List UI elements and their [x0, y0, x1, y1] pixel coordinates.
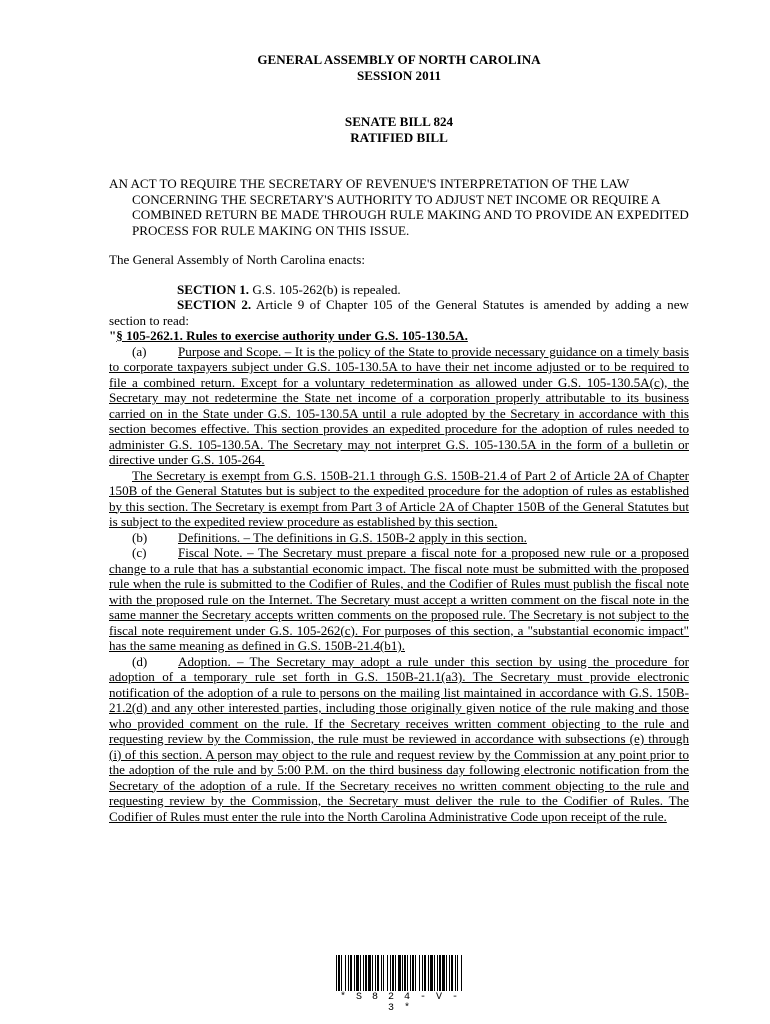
barcode-text: * S 8 2 4 - V - 3 * — [339, 992, 460, 1014]
barcode-bar — [375, 955, 376, 991]
barcode-bar — [390, 955, 391, 991]
document-page — [109, 52, 689, 824]
barcode-bar — [356, 955, 359, 991]
barcode-bar — [336, 955, 337, 991]
barcode-bar — [407, 955, 408, 991]
barcode-bar — [348, 955, 349, 991]
barcode-bar — [451, 955, 453, 991]
barcode-bar — [449, 955, 450, 991]
barcode-bar — [395, 955, 396, 991]
section-1-label: SECTION 1. — [177, 281, 250, 297]
section-2 — [109, 297, 689, 328]
barcode-bar — [383, 955, 384, 991]
barcode-bar — [341, 955, 342, 991]
barcode-bar — [402, 955, 403, 991]
barcode-bar — [410, 955, 411, 991]
subsection-d-text: Adoption. – The Secretary may adopt a rule under this section by using the procedure for adoption of a temporary rule set forth in G.S. 150B-21.1(a3). The Secretary must provide electronic notification of the adoption of a rule to persons on the mailing list maintained in accordance with G.S. 150B-21.2(d) and any other interested parties, including those originally given notice of the rule making and those who provided comment on the rule. If the Secretary receives written comment objecting to the rule and requesting review by the Commission, the rule must be reviewed in accordance with subsections (e) through (i) of this section. A person may object to the rule and request review by the Commission at any point prior to the adoption of the rule and by 5:00 P.M. on the third business day following electronic notification from the Secretary of the adoption of a rule. If the Secretary receives no written comment objecting to the rule and requesting review by the Commission, the Secretary must deliver the rule to the Codifier of Rules. The Codifier of Rules must enter the rule into the North Carolina Administrative Code upon receipt of the rule. — [109, 653, 689, 824]
subsection-a-paragraph-2: The Secretary is exempt from G.S. 150B-21.1 through G.S. 150B-21.4 of Part 2 of Article 2A of Chapter 150B of the General Statutes but is subject to the expedited procedure for the adoption of rules as established by this section. The Secretary is exempt from Part 3 of Article 2A of Chapter 150B of the General Statutes but is subject to the expedited review procedure as established by this section. — [109, 467, 689, 529]
section-1-text: G.S. 105-262(b) is repealed. — [249, 281, 401, 297]
barcode-bar — [437, 955, 438, 991]
barcode-bars — [336, 955, 464, 991]
barcode-bar — [424, 955, 426, 991]
section-1 — [109, 282, 689, 298]
subsection-b-label: (b) — [132, 529, 148, 545]
subsection-c-text: Fiscal Note. – The Secretary must prepare a fiscal note for a proposed new rule or a proposed change to a rule that has a substantial economic impact. The fiscal note must be submitted with the proposed rule when the rule is submitted to the Codifier of Rules, and the Codifier of Rules must publish the fiscal note with the proposed rule on the Internet. The Secretary must accept a written comment on the fiscal note in the same manner the Secretary accepts written comments on the proposed rule. The Secretary is not subject to the fiscal note requirement under G.S. 105-262(c). For purposes of this section, a "substantial economic impact" has the same meaning as defined in G.S. 150B-21.4(b1). — [109, 545, 689, 653]
subsection-d-label: (d) — [132, 653, 148, 669]
barcode-bar — [446, 955, 447, 991]
barcode-bar — [360, 955, 361, 991]
subsection-a — [109, 344, 689, 468]
barcode — [336, 955, 464, 1014]
new-section-heading — [109, 328, 689, 344]
barcode-bar — [365, 955, 367, 991]
bill-number: SENATE BILL 824 — [344, 114, 454, 129]
subsection-c — [109, 545, 689, 654]
subsection-b-text: Definitions. – The definitions in G.S. 150B-2 apply in this section. — [178, 529, 527, 545]
barcode-bar — [455, 955, 456, 991]
barcode-bar — [422, 955, 423, 991]
session-heading: SESSION 2011 — [356, 67, 442, 83]
barcode-bar — [350, 955, 352, 991]
barcode-bar — [461, 955, 462, 991]
barcode-bar — [372, 955, 373, 991]
bill-status: RATIFIED BILL — [350, 129, 448, 145]
subsection-d — [109, 654, 689, 825]
section-heading-text: § 105-262.1. Rules to exercise authority under G.S. 105-130.5A. — [116, 328, 468, 343]
barcode-bar — [398, 955, 401, 991]
barcode-bar — [354, 955, 355, 991]
barcode-bar — [387, 955, 388, 991]
barcode-bar — [430, 955, 433, 991]
section-2-text: Article 9 of Chapter 105 of the General Statutes is amended by adding a new section to read: — [109, 297, 689, 328]
barcode-bar — [442, 955, 445, 991]
subsection-b — [109, 530, 689, 546]
barcode-bar — [439, 955, 441, 991]
assembly-heading: GENERAL ASSEMBLY OF NORTH CAROLINA — [257, 52, 541, 67]
act-title: AN ACT TO REQUIRE THE SECRETARY OF REVENUE'S INTERPRETATION OF THE LAW CONCERNING THE SECRETARY'S AUTHORITY TO ADJUST NET INCOME OR REQUIRE A COMBINED RETURN BE MADE THROUGH RULE MAKING AND TO PROVIDE AN EXPEDITED PROCESS FOR RULE MAKING ON THIS ISSUE. — [109, 176, 689, 238]
barcode-bar — [428, 955, 429, 991]
barcode-bar — [338, 955, 340, 991]
barcode-bar — [404, 955, 406, 991]
subsection-c-label: (c) — [132, 545, 147, 560]
barcode-bar — [415, 955, 416, 991]
barcode-bar — [412, 955, 414, 991]
barcode-bar — [457, 955, 458, 991]
barcode-bar — [363, 955, 364, 991]
barcode-bar — [377, 955, 379, 991]
open-quote: " — [109, 328, 117, 343]
section-2-label: SECTION 2. — [177, 297, 252, 312]
subsection-a-label: (a) — [132, 343, 147, 359]
subsection-a-text: Purpose and Scope. – It is the policy of the State to provide necessary guidance on a timely basis to corporate taxpayers subject under G.S. 105-130.5A to have their net income adjusted or to be required to file a combined return. Except for a voluntary redetermination as allowed under G.S. 105-130.5A(c), the Secretary may not redetermine the State net income of a corporation properly attributable to its business carried on in the State under G.S. 105-130.5A until a rule adopted by the Secretary in accordance with this section becomes effective. This section provides an expedited procedure for the adoption of rules needed to administer G.S. 105-130.5A. The Secretary may not interpret G.S. 105-130.5A in the form of a bulletin or directive under G.S. 105-264. — [109, 343, 689, 467]
barcode-bar — [381, 955, 382, 991]
barcode-bar — [345, 955, 346, 991]
barcode-bar — [368, 955, 371, 991]
barcode-bar — [392, 955, 394, 991]
barcode-bar — [434, 955, 435, 991]
barcode-bar — [419, 955, 420, 991]
enacting-clause: The General Assembly of North Carolina enacts: — [109, 252, 365, 267]
